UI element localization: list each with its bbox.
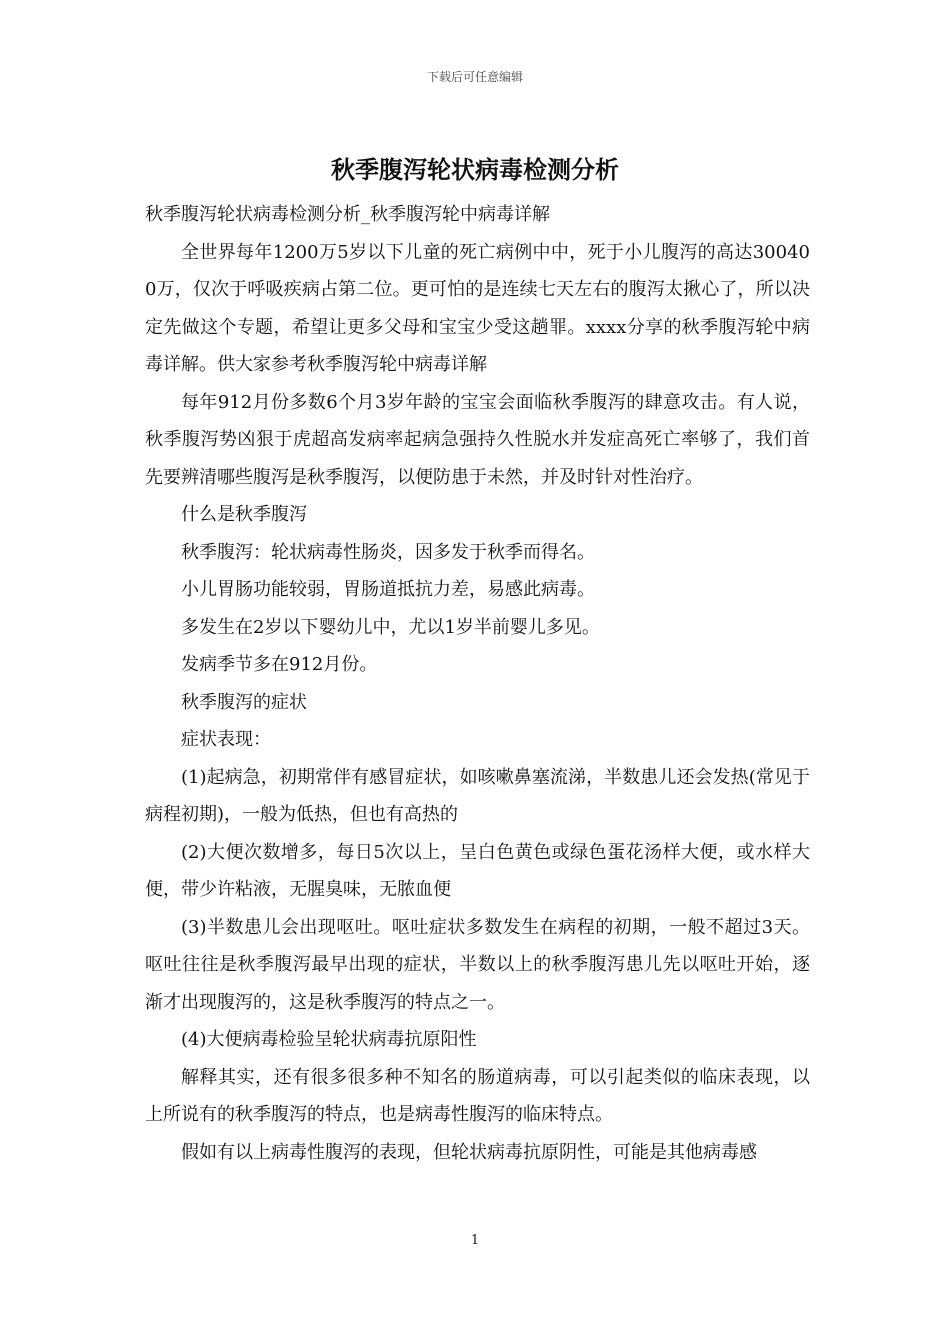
list-item: (1)起病急，初期常伴有感冒症状，如咳嗽鼻塞流涕，半数患儿还会发热(常见于病程初期)，一般为低热，但也有高热的	[145, 766, 810, 825]
list-item: (2)大便次数增多，每日5次以上，呈白色黄色或绿色蛋花汤样大便，或水样大便，带少许粘液，无腥臭味，无脓血便	[145, 841, 810, 900]
page-number: 1	[470, 1233, 480, 1248]
list-item: (4)大便病毒检验呈轮状病毒抗原阳性	[181, 1029, 477, 1050]
section-heading: 什么是秋季腹泻	[181, 504, 307, 525]
document-title: 秋季腹泻轮状病毒检测分析	[331, 155, 619, 184]
section-heading: 秋季腹泻的症状	[181, 691, 307, 713]
paragraph: 秋季腹泻：轮状病毒性肠炎，因多发于秋季而得名。	[181, 541, 595, 563]
paragraph: 小儿胃肠功能较弱，胃肠道抵抗力差，易感此病毒。	[181, 579, 595, 600]
paragraph: 解释其实，还有很多很多种不知名的肠道病毒，可以引起类似的临床表现，以上所说有的秋季腹泻的特点，也是病毒性腹泻的临床特点。	[145, 1066, 810, 1125]
paragraph: 假如有以上病毒性腹泻的表现，但轮状病毒抗原阴性，可能是其他病毒感	[181, 1141, 757, 1163]
paragraph: 每年912月份多数6个月3岁年龄的宝宝会面临秋季腹泻的肆意攻击。有人说，秋季腹泻势凶狠于虎超高发病率起病急强持久性脱水并发症高死亡率够了，我们首先要辨清哪些腹泻是秋季腹泻，以便防患于未然，并及时针对性治疗。	[145, 391, 810, 488]
paragraph: 症状表现：	[181, 729, 271, 750]
header-note: 下载后可任意编辑	[426, 70, 523, 84]
document-subtitle: 秋季腹泻轮状病毒检测分析_秋季腹泻轮中病毒详解	[145, 204, 550, 225]
paragraph: 全世界每年1200万5岁以下儿童的死亡病例中中，死于小儿腹泻的高达300400万，仅次于呼吸疾病占第二位。更可怕的是连续七天左右的腹泻太揪心了，所以决定先做这个专题，希望让更多父母和宝宝少受这趟罪。xxxx分享的秋季腹泻轮中病毒详解。供大家参考秋季腹泻轮中病毒详解	[145, 241, 810, 375]
document-body	[145, 196, 810, 1171]
paragraph: 发病季节多在912月份。	[181, 654, 378, 675]
paragraph: 多发生在2岁以下婴幼儿中，尤以1岁半前婴儿多见。	[181, 616, 600, 638]
list-item: (3)半数患儿会出现呕吐。呕吐症状多数发生在病程的初期，一般不超过3天。呕吐往往是秋季腹泻最早出现的症状，半数以上的秋季腹泻患儿先以呕吐开始，逐渐才出现腹泻的，这是秋季腹泻的特点之一。	[145, 916, 810, 1013]
